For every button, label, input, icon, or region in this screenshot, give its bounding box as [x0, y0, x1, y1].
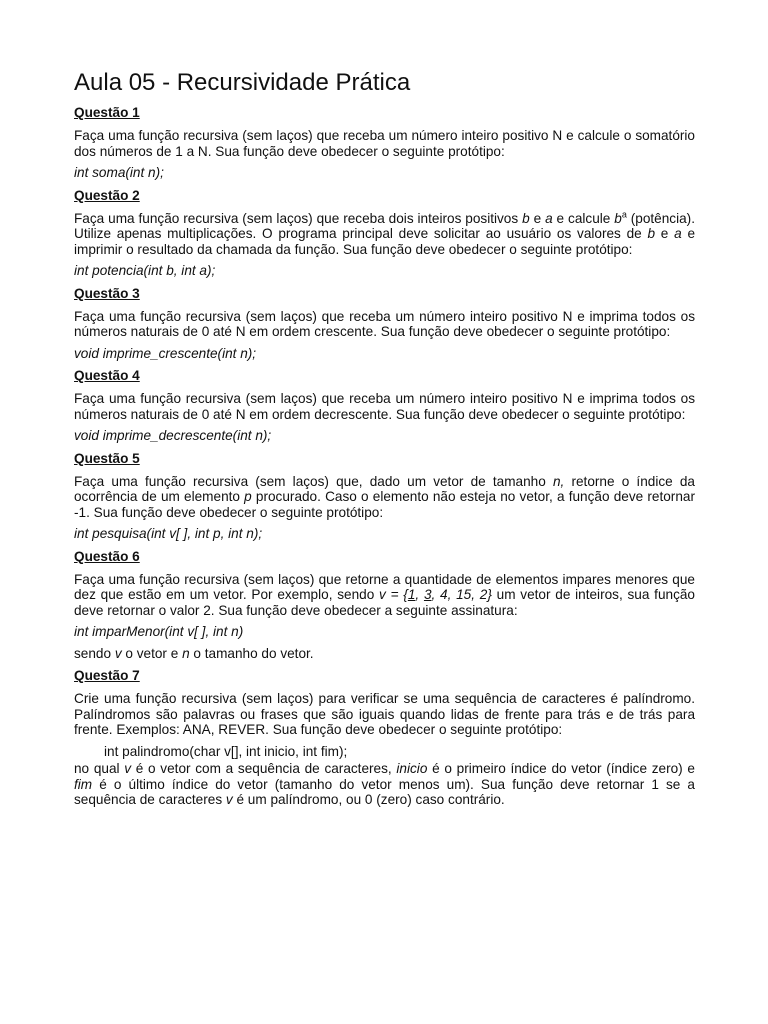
- question-4-prototype: void imprime_decrescente(int n);: [74, 428, 272, 443]
- var-n: n: [182, 645, 190, 661]
- question-6-note: [74, 646, 695, 662]
- question-3-text: Faça uma função recursiva (sem laços) que receba um número inteiro positivo N e imprima todos os números naturais de 0 até N em ordem crescente. Sua função deve obedecer o seguinte protótipo:: [74, 308, 695, 339]
- var-fim: fim: [74, 776, 93, 792]
- var-n: n,: [552, 473, 565, 489]
- question-1-text: Faça uma função recursiva (sem laços) que receba um número inteiro positivo N e calcule o somatório dos números de 1 a N. Sua função deve obedecer o seguinte protótipo:: [74, 128, 695, 159]
- question-7-heading: Questão 7: [74, 668, 140, 683]
- page-title: Aula 05 - Recursividade Prática: [74, 69, 411, 96]
- text-span: é o primeiro índice do vetor (índice zero) e: [427, 761, 695, 776]
- question-6-heading: Questão 6: [74, 548, 140, 564]
- question-2-heading: Questão 2: [74, 187, 140, 203]
- text-span: é um palíndromo, ou 0 (zero) caso contrário.: [232, 792, 505, 807]
- text-span: Faça uma função recursiva (sem laços) que, dado um vetor de tamanho: [74, 473, 553, 489]
- text-span: , 4, 15, 2}: [431, 587, 492, 602]
- question-1-prototype: int soma(int n);: [74, 165, 164, 180]
- text-span: procurado. Caso o elemento não esteja no vetor, a função deve retornar -1. Sua função deve obedecer o seguinte protótipo:: [74, 489, 695, 520]
- question-4-text: Faça uma função recursiva (sem laços) que receba um número inteiro positivo N e imprima todos os números naturais de 0 até N em ordem decrescente. Sua função deve obedecer o seguinte protótipo:: [74, 391, 695, 422]
- var-p: p: [244, 489, 252, 504]
- question-7-explanation: [74, 761, 695, 808]
- document-page: [74, 68, 695, 814]
- var-v: v: [114, 645, 122, 661]
- underlined-3: 3: [423, 587, 432, 602]
- var-a: a: [545, 210, 553, 226]
- question-4-heading: Questão 4: [74, 368, 140, 383]
- text-span: ,: [415, 587, 424, 602]
- var-a: a: [674, 226, 682, 241]
- text-span: o tamanho do vetor.: [189, 645, 314, 661]
- vector-example: [379, 587, 492, 602]
- text-span: (potência). Utilize apenas multiplicações. O programa principal deve solicitar ao usuário os valores de: [74, 210, 695, 241]
- text-span: v = {: [379, 587, 408, 602]
- underlined-1: 1: [407, 587, 416, 602]
- var-b: b: [647, 226, 656, 241]
- text-span: é o último índice do vetor (tamanho do vetor menos um). Sua função deve retornar 1 se a sequência de caracteres: [74, 776, 695, 807]
- question-2-text: [74, 208, 696, 258]
- var-v: v: [225, 792, 233, 807]
- question-1-heading: Questão 1: [74, 105, 140, 120]
- question-3-prototype: void imprime_crescente(int n);: [74, 345, 257, 361]
- text-span: e imprimir o resultado da chamada da função. Sua função deve obedecer o seguinte protótipo:: [74, 226, 696, 257]
- text-span: um vetor de inteiros, sua função deve retornar o valor 2. Sua função deve obedecer a seguinte assinatura:: [74, 587, 695, 618]
- text-span: e calcule: [552, 210, 615, 226]
- question-5-text: [74, 474, 695, 521]
- text-span: o vetor e: [121, 645, 183, 661]
- var-v: v: [124, 761, 132, 776]
- power-exponent: a: [621, 208, 627, 219]
- text-span: Faça uma função recursiva (sem laços) que retorne a quantidade de elementos impares menores que dez que estão em um vetor. Por exemplo, sendo: [74, 571, 695, 602]
- text-span: sendo: [74, 645, 115, 661]
- question-6-prototype: int imparMenor(int v[ ], int n): [74, 624, 244, 639]
- question-6-text: [74, 572, 695, 619]
- text-span: e: [529, 210, 546, 226]
- question-2-prototype: int potencia(int b, int a);: [74, 263, 216, 278]
- text-span: no qual: [74, 761, 125, 776]
- question-5-heading: Questão 5: [74, 450, 140, 466]
- var-inicio: inicio: [396, 761, 428, 776]
- text-span: retorne o índice da ocorrência de um elemento: [74, 473, 695, 504]
- var-b: b: [522, 210, 530, 226]
- question-7-text: Crie uma função recursiva (sem laços) para verificar se uma sequência de caracteres é palíndromo. Palíndromos são palavras ou frases que são iguais quando lidas de frente para trás e de trás para frente. Exemplos: ANA, REVER. Sua função deve obedecer o seguinte protótipo:: [74, 691, 695, 737]
- text-span: é o vetor com a sequência de caracteres,: [131, 761, 397, 776]
- question-5-prototype: int pesquisa(int v[ ], int p, int n);: [74, 526, 263, 541]
- question-7-prototype: int palindromo(char v[], int inicio, int fim);: [104, 743, 348, 759]
- question-3-heading: Questão 3: [74, 285, 140, 301]
- text-span: Faça uma função recursiva (sem laços) que receba dois inteiros positivos: [74, 210, 523, 226]
- text-span: e: [655, 226, 675, 241]
- power-base: b: [614, 210, 622, 226]
